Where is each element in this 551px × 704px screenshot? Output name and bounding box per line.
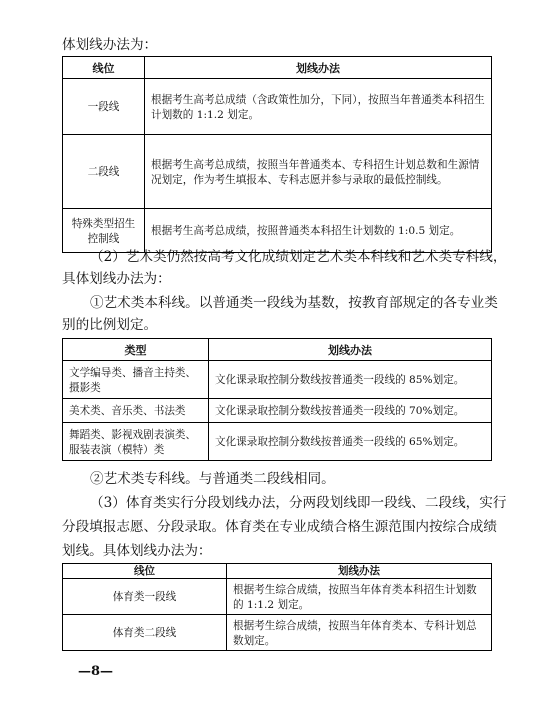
column-header: 划线办法 bbox=[145, 57, 492, 79]
column-header: 线位 bbox=[63, 57, 145, 79]
table-cell: 根据考生高考总成绩，按照当年普通类本、专科招生计划总数和生源情况划定，作为考生填报本、专科志愿并参与录取的最低控制线。 bbox=[145, 135, 492, 209]
table-row bbox=[63, 361, 492, 399]
table-row bbox=[63, 399, 492, 423]
table-cell: 体育类二段线 bbox=[63, 615, 227, 651]
table-cell: 文化课录取控制分数线按普通类一段线的 70%划定。 bbox=[209, 399, 492, 423]
paragraph-text: （3）体育类实行分段划线办法，分两段划线即一段线、二段线，实行 bbox=[90, 495, 507, 511]
table-row bbox=[63, 615, 492, 651]
table-cell: 根据考生高考总成绩（含政策性加分，下同），按照当年普通类本科招生计划数的 1:1.2 划定。 bbox=[145, 79, 492, 135]
column-header: 类型 bbox=[63, 339, 209, 361]
table-cell: 文学编导类、播音主持类、摄影类 bbox=[63, 361, 209, 399]
table-header-row bbox=[63, 564, 492, 579]
intro-text: 体划线办法为： bbox=[62, 37, 158, 53]
table-cell: 根据考生综合成绩，按照当年体育类本科招生计划数的 1:1.2 划定。 bbox=[227, 579, 492, 615]
table-row bbox=[63, 579, 492, 615]
table-cell: 特殊类型招生控制线 bbox=[63, 209, 145, 253]
table-cell: 文化课录取控制分数线按普通类一段线的 65%划定。 bbox=[209, 423, 492, 461]
table-cell: 二段线 bbox=[63, 135, 145, 209]
table-row bbox=[63, 135, 492, 209]
table-cell: 美术类、音乐类、书法类 bbox=[63, 399, 209, 423]
table-row bbox=[63, 209, 492, 253]
column-header: 划线办法 bbox=[227, 564, 492, 579]
paragraph-text: ①艺术类本科线。以普通类一段线为基数，按教育部规定的各专业类 bbox=[90, 295, 498, 311]
paragraph-text: 具体划线办法为： bbox=[62, 271, 171, 287]
paragraph-text: 别的比例划定。 bbox=[62, 317, 158, 333]
paragraph-text: （2）艺术类仍然按高考文化成绩划定艺术类本科线和艺术类专科线， bbox=[90, 249, 507, 265]
sports-cutoff-table bbox=[62, 563, 492, 651]
table-cell: 一段线 bbox=[63, 79, 145, 135]
table-row bbox=[63, 79, 492, 135]
paragraph-text: 分段填报志愿、分段录取。体育类在专业成绩合格生源范围内按综合成绩 bbox=[62, 519, 497, 535]
column-header: 线位 bbox=[63, 564, 227, 579]
table-cell: 根据考生高考总成绩，按照普通类本科招生计划数的 1:0.5 划定。 bbox=[145, 209, 492, 253]
table-cell: 体育类一段线 bbox=[63, 579, 227, 615]
table-row bbox=[63, 423, 492, 461]
table-header-row bbox=[63, 57, 492, 79]
table-cell: 文化课录取控制分数线按普通类一段线的 85%划定。 bbox=[209, 361, 492, 399]
art-cutoff-table bbox=[62, 338, 492, 461]
page-number: —8— bbox=[78, 664, 114, 679]
paragraph-text: ②艺术类专科线。与普通类二段线相同。 bbox=[90, 471, 335, 487]
paragraph-text: 划线。具体划线办法为： bbox=[62, 543, 212, 559]
table-header-row bbox=[63, 339, 492, 361]
table-cell: 根据考生综合成绩，按照当年体育类本、专科计划总数划定。 bbox=[227, 615, 492, 651]
column-header: 划线办法 bbox=[209, 339, 492, 361]
table-cell: 舞蹈类、影视戏剧表演类、服装表演（模特）类 bbox=[63, 423, 209, 461]
general-cutoff-table bbox=[62, 56, 492, 253]
